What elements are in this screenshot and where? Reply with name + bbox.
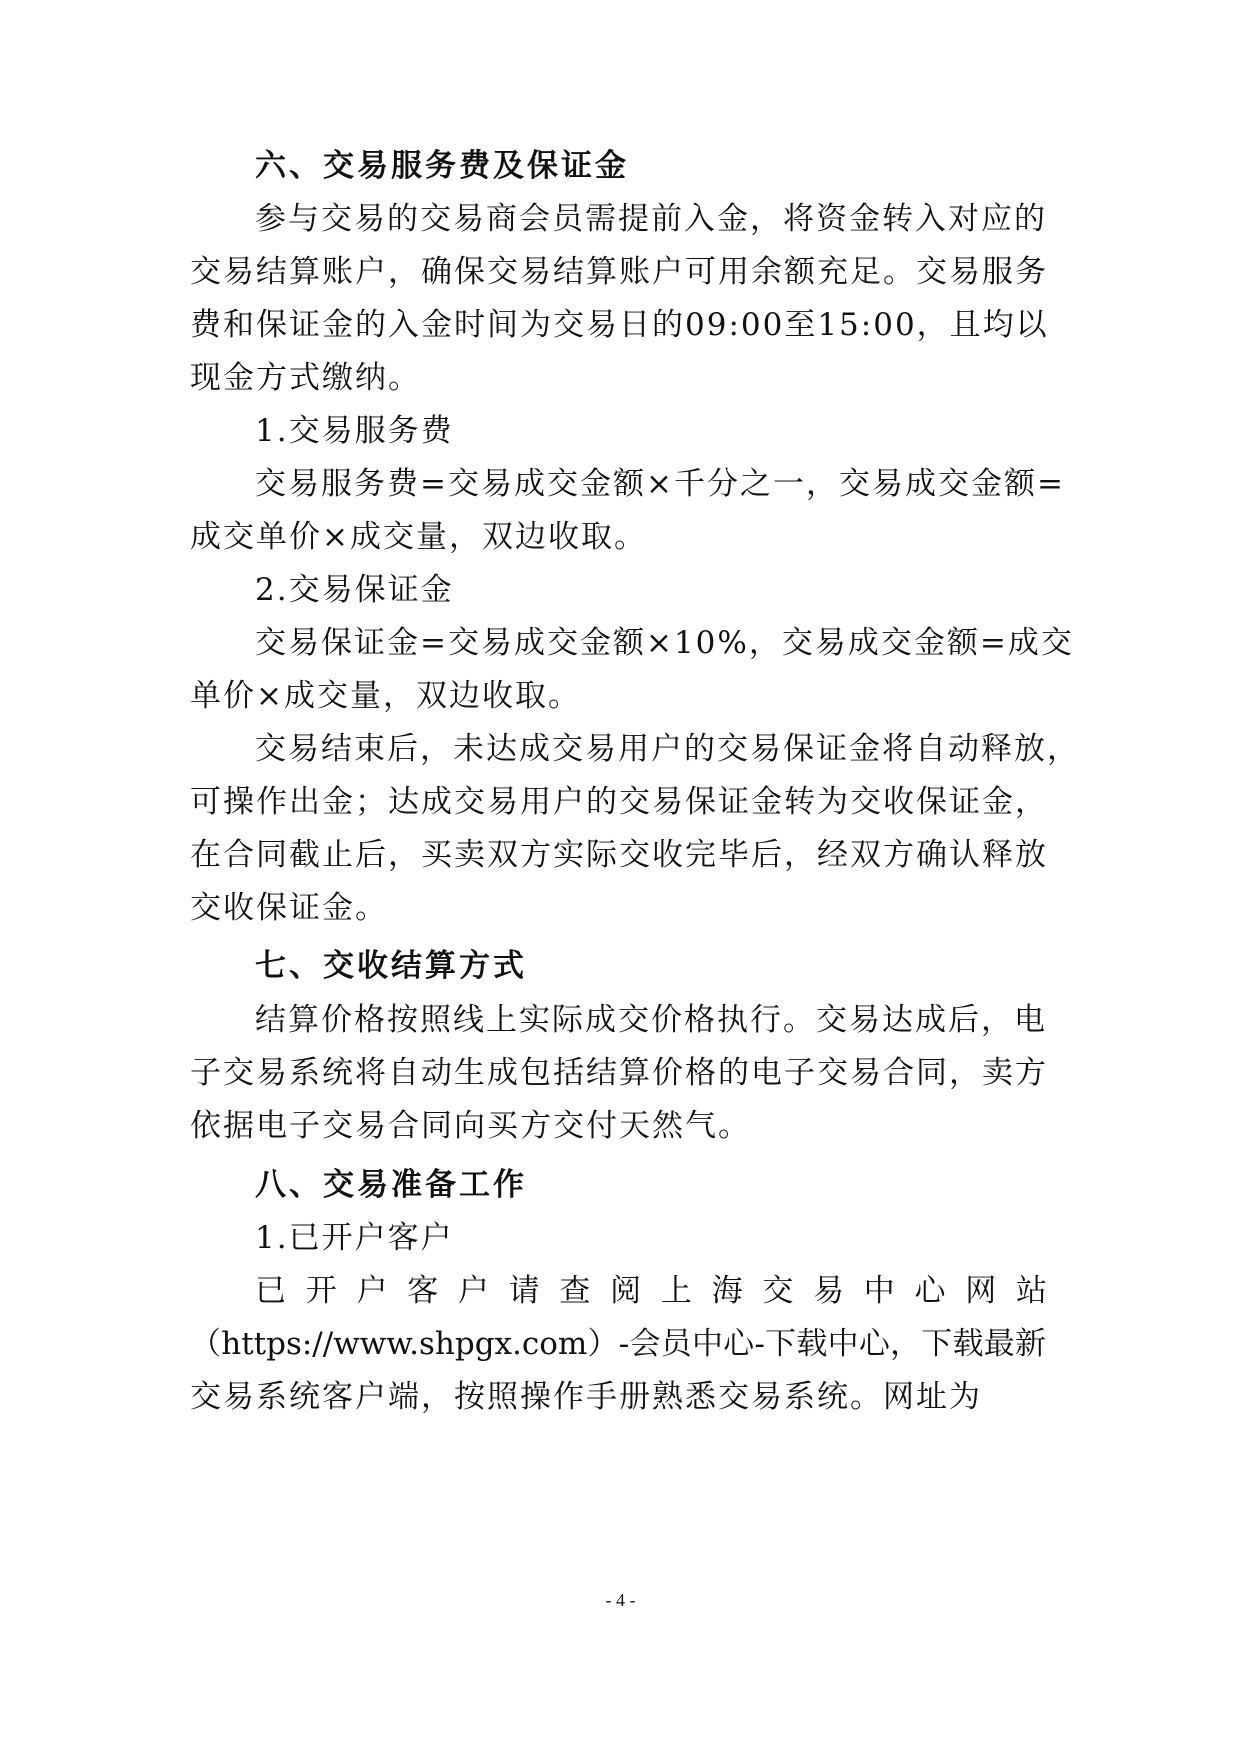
section-7-paragraph-line-3: 依据电子交易合同向买方交付天然气。 (190, 1108, 751, 1144)
section-7-paragraph-line-2: 子交易系统将自动生成包括结算价格的电子交易合同，卖方 (190, 1055, 1048, 1091)
section-6-paragraph-1-line-3: 费和保证金的入金时间为交易日的09:00至15:00，且均以 (190, 307, 1049, 343)
section-6-paragraph-2-line-1: 交易结束后，未达成交易用户的交易保证金将自动释放， (255, 731, 1080, 767)
section-8-heading: 八、交易准备工作 (255, 1167, 527, 1203)
section-6-paragraph-2-line-4: 交收保证金。 (190, 890, 388, 926)
section-6-paragraph-1-line-1: 参与交易的交易商会员需提前入金，将资金转入对应的 (255, 201, 1047, 237)
opened-accounts-line-2: （https://www.shpgx.com）-会员中心-下载中心，下载最新 (190, 1326, 1046, 1362)
service-fee-line-2: 成交单价×成交量，双边收取。 (190, 519, 647, 555)
section-6-paragraph-1-line-2: 交易结算账户，确保交易结算账户可用余额充足。交易服务 (190, 254, 1048, 290)
section-6-subtitle-deposit: 2.交易保证金 (255, 572, 454, 608)
page-number: - 4 - (605, 1590, 636, 1610)
section-7-paragraph-line-1: 结算价格按照线上实际成交价格执行。交易达成后，电 (255, 1002, 1047, 1038)
service-fee-line-1: 交易服务费=交易成交金额×千分之一，交易成交金额= (255, 466, 1065, 502)
section-7-heading: 七、交收结算方式 (255, 948, 527, 984)
section-6-paragraph-2-line-2: 可操作出金；达成交易用户的交易保证金转为交收保证金， (190, 784, 1048, 820)
section-6-paragraph-1-line-4: 现金方式缴纳。 (190, 360, 421, 396)
deposit-line-2: 单价×成交量，双边收取。 (190, 678, 581, 714)
section-6-heading: 六、交易服务费及保证金 (255, 148, 629, 184)
section-8-subtitle-opened-accounts: 1.已开户客户 (255, 1220, 454, 1256)
opened-accounts-line-1: 已开户客户请查阅上海交易中心网站 (255, 1273, 1047, 1309)
section-6-subtitle-service-fee: 1.交易服务费 (255, 413, 454, 449)
section-6-paragraph-2-line-3: 在合同截止后，买卖双方实际交收完毕后，经双方确认释放 (190, 837, 1048, 873)
opened-accounts-line-3: 交易系统客户端，按照操作手册熟悉交易系统。网址为 (190, 1379, 982, 1415)
deposit-line-1: 交易保证金=交易成交金额×10%，交易成交金额=成交 (255, 625, 1074, 661)
